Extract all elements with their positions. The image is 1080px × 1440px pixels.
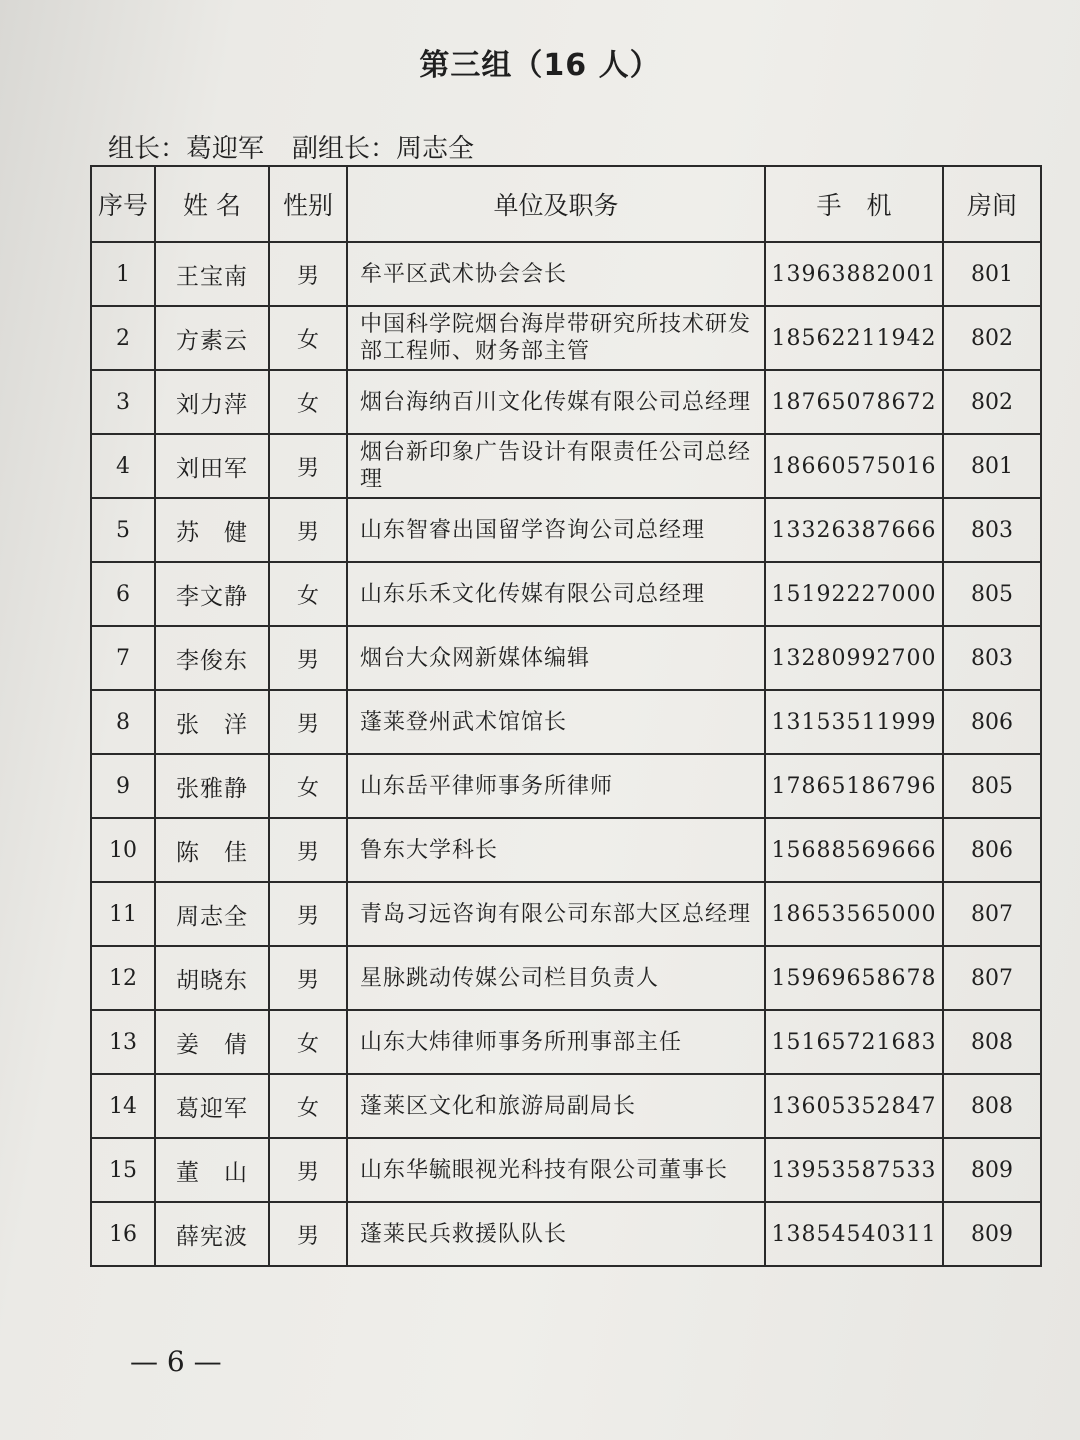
cell-gender: 男: [269, 242, 347, 306]
cell-room: 808: [943, 1074, 1041, 1138]
cell-unit: 星脉跳动传媒公司栏目负责人: [347, 946, 765, 1010]
table-row: [91, 242, 1041, 306]
cell-room: 801: [943, 434, 1041, 498]
cell-unit: 山东华毓眼视光科技有限公司董事长: [347, 1138, 765, 1202]
cell-phone: 13605352847: [765, 1074, 943, 1138]
table-row: [91, 818, 1041, 882]
cell-room: 806: [943, 818, 1041, 882]
cell-unit: 中国科学院烟台海岸带研究所技术研发部工程师、财务部主管: [347, 306, 765, 370]
table-row: [91, 1202, 1041, 1266]
cell-phone: 13326387666: [765, 498, 943, 562]
cell-gender: 男: [269, 946, 347, 1010]
table-row: [91, 882, 1041, 946]
cell-phone: 15165721683: [765, 1010, 943, 1074]
cell-phone: 15688569666: [765, 818, 943, 882]
cell-name: 李俊东: [155, 626, 269, 690]
cell-name: 姜 倩: [155, 1010, 269, 1074]
table-row: [91, 1074, 1041, 1138]
cell-phone: 18562211942: [765, 306, 943, 370]
page-title: 第三组（16 人）: [419, 48, 661, 83]
cell-unit: 山东大炜律师事务所刑事部主任: [347, 1010, 765, 1074]
cell-name: 陈 佳: [155, 818, 269, 882]
page-number: — 6 —: [130, 1345, 222, 1378]
cell-unit: 烟台新印象广告设计有限责任公司总经理: [347, 434, 765, 498]
cell-gender: 女: [269, 370, 347, 434]
table-row: [91, 1138, 1041, 1202]
cell-room: 802: [943, 306, 1041, 370]
table-header-row: [91, 166, 1041, 242]
cell-no: 2: [91, 306, 155, 370]
cell-phone: 17865186796: [765, 754, 943, 818]
cell-gender: 男: [269, 1202, 347, 1266]
cell-gender: 女: [269, 1074, 347, 1138]
header-unit: 单位及职务: [347, 166, 765, 242]
cell-unit: 蓬莱登州武术馆馆长: [347, 690, 765, 754]
cell-name: 刘田军: [155, 434, 269, 498]
cell-phone: 15192227000: [765, 562, 943, 626]
cell-gender: 男: [269, 498, 347, 562]
cell-gender: 男: [269, 1138, 347, 1202]
cell-room: 803: [943, 626, 1041, 690]
cell-no: 6: [91, 562, 155, 626]
cell-name: 李文静: [155, 562, 269, 626]
cell-room: 802: [943, 370, 1041, 434]
cell-room: 808: [943, 1010, 1041, 1074]
cell-unit: 蓬莱区文化和旅游局副局长: [347, 1074, 765, 1138]
cell-room: 803: [943, 498, 1041, 562]
table-row: [91, 946, 1041, 1010]
cell-room: 809: [943, 1138, 1041, 1202]
cell-no: 15: [91, 1138, 155, 1202]
member-table: [90, 165, 1042, 1267]
cell-no: 3: [91, 370, 155, 434]
header-name: 姓 名: [155, 166, 269, 242]
cell-room: 806: [943, 690, 1041, 754]
cell-unit: 青岛习远咨询有限公司东部大区总经理: [347, 882, 765, 946]
cell-gender: 男: [269, 882, 347, 946]
cell-unit: 牟平区武术协会会长: [347, 242, 765, 306]
cell-name: 董 山: [155, 1138, 269, 1202]
cell-name: 张 洋: [155, 690, 269, 754]
cell-phone: 13280992700: [765, 626, 943, 690]
cell-gender: 女: [269, 1010, 347, 1074]
table-row: [91, 1010, 1041, 1074]
cell-room: 805: [943, 754, 1041, 818]
deputy-name: 周志全: [396, 134, 475, 164]
cell-phone: 13854540311: [765, 1202, 943, 1266]
cell-gender: 女: [269, 754, 347, 818]
header-phone: 手 机: [765, 166, 943, 242]
cell-unit: 山东岳平律师事务所律师: [347, 754, 765, 818]
header-room: 房间: [943, 166, 1041, 242]
cell-phone: 13963882001: [765, 242, 943, 306]
cell-no: 12: [91, 946, 155, 1010]
cell-gender: 男: [269, 626, 347, 690]
cell-phone: 15969658678: [765, 946, 943, 1010]
cell-no: 10: [91, 818, 155, 882]
cell-no: 5: [91, 498, 155, 562]
table-row: [91, 306, 1041, 370]
cell-no: 11: [91, 882, 155, 946]
leader-label: 组长：: [108, 134, 187, 164]
deputy-label: 副组长：: [292, 134, 397, 164]
cell-no: 9: [91, 754, 155, 818]
leader-name: 葛迎军: [186, 134, 265, 164]
cell-no: 14: [91, 1074, 155, 1138]
cell-phone: 13153511999: [765, 690, 943, 754]
header-gender: 性别: [269, 166, 347, 242]
cell-no: 7: [91, 626, 155, 690]
cell-no: 16: [91, 1202, 155, 1266]
cell-phone: 18660575016: [765, 434, 943, 498]
cell-gender: 女: [269, 562, 347, 626]
cell-name: 周志全: [155, 882, 269, 946]
cell-name: 张雅静: [155, 754, 269, 818]
cell-unit: 山东智睿出国留学咨询公司总经理: [347, 498, 765, 562]
cell-unit: 山东乐禾文化传媒有限公司总经理: [347, 562, 765, 626]
cell-name: 刘力萍: [155, 370, 269, 434]
table-row: [91, 370, 1041, 434]
cell-no: 13: [91, 1010, 155, 1074]
header-no: 序号: [91, 166, 155, 242]
group-leaders: [108, 128, 474, 165]
cell-phone: 13953587533: [765, 1138, 943, 1202]
cell-gender: 男: [269, 690, 347, 754]
cell-no: 4: [91, 434, 155, 498]
table-row: [91, 754, 1041, 818]
cell-gender: 女: [269, 306, 347, 370]
cell-no: 8: [91, 690, 155, 754]
cell-room: 801: [943, 242, 1041, 306]
cell-unit: 蓬莱民兵救援队队长: [347, 1202, 765, 1266]
cell-unit: 烟台大众网新媒体编辑: [347, 626, 765, 690]
cell-room: 809: [943, 1202, 1041, 1266]
cell-phone: 18765078672: [765, 370, 943, 434]
cell-name: 王宝南: [155, 242, 269, 306]
cell-name: 苏 健: [155, 498, 269, 562]
cell-room: 807: [943, 946, 1041, 1010]
table-row: [91, 498, 1041, 562]
cell-name: 胡晓东: [155, 946, 269, 1010]
cell-name: 方素云: [155, 306, 269, 370]
cell-name: 薛宪波: [155, 1202, 269, 1266]
cell-no: 1: [91, 242, 155, 306]
cell-room: 805: [943, 562, 1041, 626]
table-row: [91, 626, 1041, 690]
cell-unit: 烟台海纳百川文化传媒有限公司总经理: [347, 370, 765, 434]
cell-unit: 鲁东大学科长: [347, 818, 765, 882]
cell-name: 葛迎军: [155, 1074, 269, 1138]
table-row: [91, 562, 1041, 626]
cell-phone: 18653565000: [765, 882, 943, 946]
table-row: [91, 690, 1041, 754]
cell-room: 807: [943, 882, 1041, 946]
cell-gender: 男: [269, 434, 347, 498]
cell-gender: 男: [269, 818, 347, 882]
table-row: [91, 434, 1041, 498]
